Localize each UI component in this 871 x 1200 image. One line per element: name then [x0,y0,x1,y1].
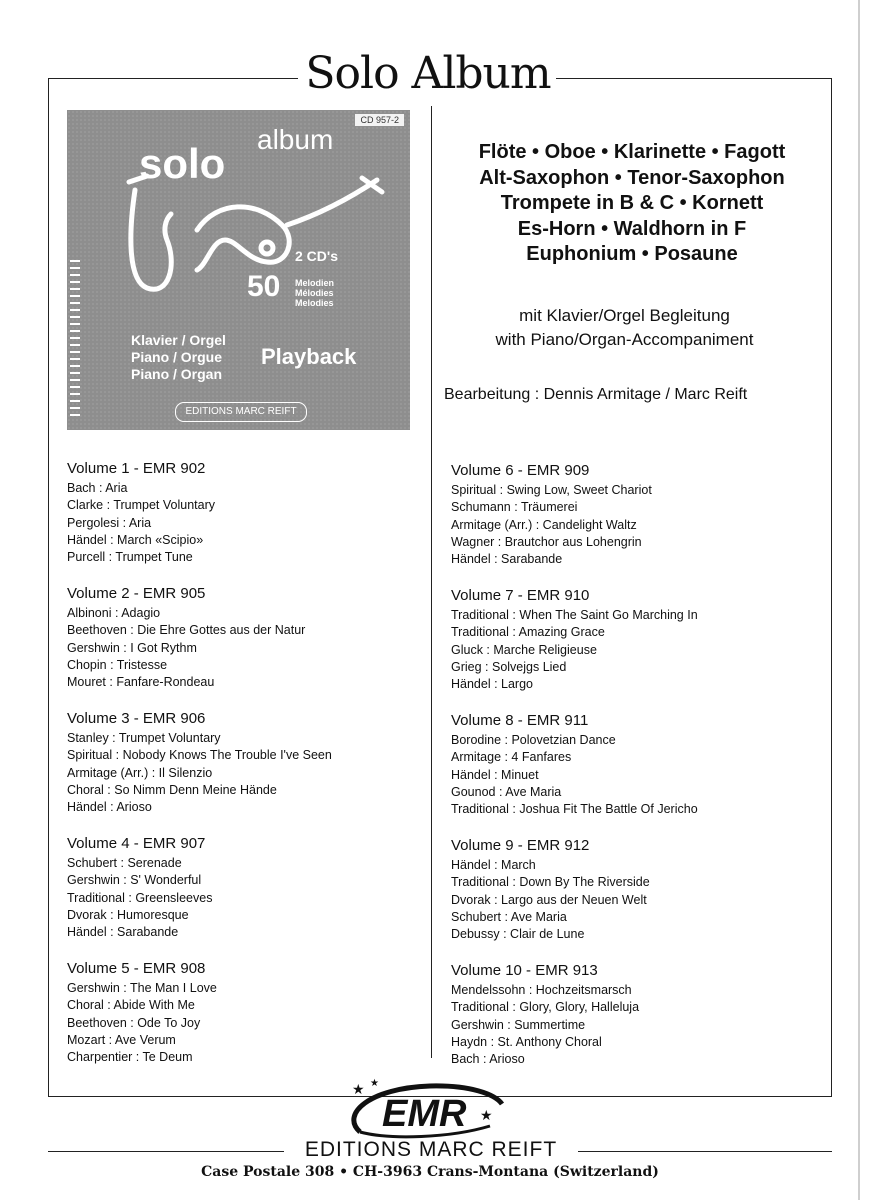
volume-block [67,835,427,960]
track-item: Bach : Aria [67,481,128,495]
track-item: Armitage : 4 Fanfares [451,750,572,765]
cover-melodies [295,278,334,308]
volume-block [451,712,826,837]
cover-line: Klavier / Orgel [131,332,226,348]
track-item: Wagner : Brautchor aus Lohengrin [451,534,642,549]
track-item: Albinoni : Adagio [67,606,161,620]
track-item: Traditional : Greensleeves [67,890,213,905]
track-item: Clarke : Trumpet Voluntary [67,498,215,513]
cd-cover-image [67,110,410,430]
volume-block [67,710,427,835]
volume-block [451,462,826,587]
publisher-address: Case Postale 308 • CH-3963 Crans-Montana (Switzerland) [201,1164,659,1180]
track-item: Beethoven : Ode To Joy [67,1015,201,1030]
accompaniment-de: mit Klavier/Orgel Begleitung [519,306,730,325]
volume-title: Volume 9 - EMR 912 [451,837,590,854]
track-item: Debussy : Clair de Lune [451,927,585,942]
track-item: Traditional : Down By The Riverside [451,875,650,890]
track-item: Purcell : Trumpet Tune [67,550,193,565]
accompaniment-en: with Piano/Organ-Accompaniment [495,330,754,349]
footer-rule-left [48,1151,284,1152]
publisher-name: EDITIONS MARC REIFT [304,1138,558,1161]
cover-album-word: album [257,124,334,155]
track-item: Grieg : Solvejgs Lied [451,659,567,674]
instrument-line: Flöte • Oboe • Klarinette • Fagott [478,141,786,163]
track-item: Chopin : Tristesse [67,657,168,672]
track-item: Händel : Arioso [67,800,152,815]
track-item: Dvorak : Humoresque [67,907,189,922]
volume-block [451,837,826,962]
volume-title: Volume 2 - EMR 905 [67,585,206,602]
track-item: Charpentier : Te Deum [67,1050,193,1065]
footer-rule-right [578,1151,832,1152]
volumes-right-column [451,462,826,1087]
track-item: Gluck : Marche Religieuse [451,642,597,657]
track-item: Dvorak : Largo aus der Neuen Welt [451,892,647,907]
track-item: Traditional : When The Saint Go Marching In [451,608,698,622]
cover-line: Piano / Organ [131,366,223,382]
track-item: Mendelssohn : Hochzeitsmarsch [451,983,632,997]
track-item: Schubert : Serenade [67,856,182,870]
volume-title: Volume 8 - EMR 911 [451,712,589,729]
track-item: Armitage (Arr.) : Candelight Waltz [451,517,637,532]
arrangement-credit: Bearbeitung : Dennis Armitage / Marc Reift [444,386,748,403]
track-item: Schubert : Ave Maria [451,909,567,924]
cover-brand: EDITIONS MARC REIFT [175,402,307,422]
track-item: Händel : Largo [451,677,534,692]
volume-title: Volume 5 - EMR 908 [67,960,206,977]
cd-code: CD 957-2 [355,114,404,126]
track-item: Gershwin : The Man I Love [67,981,217,995]
track-item: Spiritual : Swing Low, Sweet Chariot [451,483,652,497]
volume-title: Volume 10 - EMR 913 [451,962,598,979]
track-item: Gershwin : Summertime [451,1017,586,1032]
track-item: Händel : Sarabande [451,552,563,567]
track-item: Händel : Minuet [451,767,539,782]
track-item: Spiritual : Nobody Knows The Trouble I've Seen [67,748,332,763]
track-item: Mouret : Fanfare-Rondeau [67,675,215,690]
accompaniment-text [432,304,817,352]
cover-solo-word: solo [139,140,226,187]
track-item: Mozart : Ave Verum [67,1032,176,1047]
track-item: Traditional : Amazing Grace [451,625,605,640]
volume-block [67,585,427,710]
volume-title: Volume 3 - EMR 906 [67,710,206,727]
track-item: Gershwin : I Got Rythm [67,640,197,655]
volumes-left-column [67,460,427,1085]
track-item: Schumann : Träumerei [451,500,578,515]
track-item: Händel : March [451,858,536,872]
instrument-list [432,140,832,268]
track-item: Pergolesi : Aria [67,515,152,530]
cover-melodies-fr: Mélodies [295,288,334,298]
track-item: Armitage (Arr.) : Il Silenzio [67,765,213,780]
cover-melodies-count: 50 [247,270,281,303]
volume-block [451,587,826,712]
track-item: Bach : Arioso [451,1052,525,1067]
track-item: Haydn : St. Anthony Choral [451,1034,602,1049]
track-item: Händel : March «Scipio» [67,532,204,547]
svg-text:★: ★ [352,1082,365,1098]
cover-cds: 2 CD's [295,248,339,264]
emr-logo-text: EMR [382,1093,467,1135]
track-item: Traditional : Glory, Glory, Halleluja [451,1000,640,1015]
emr-logo [330,1074,515,1144]
track-item: Traditional : Joshua Fit The Battle Of Jericho [451,802,698,817]
cover-playback: Playback [261,344,357,369]
svg-text:★: ★ [370,1078,379,1089]
track-item: Choral : So Nimm Denn Meine Hände [67,782,277,797]
cover-line: Piano / Orgue [131,349,223,365]
cover-melodies-de: Melodien [295,278,335,288]
track-item: Gounod : Ave Maria [451,784,562,799]
instrument-line: Trompete in B & C • Kornett [500,192,764,214]
instrument-line: Es-Horn • Waldhorn in F [517,217,747,240]
instrument-line: Alt-Saxophon • Tenor-Saxophon [479,166,785,189]
volume-title: Volume 7 - EMR 910 [451,587,590,604]
cover-keyboard-lines [131,332,226,383]
track-item: Stanley : Trumpet Voluntary [67,731,221,745]
instrument-line: Euphonium • Posaune [526,243,738,265]
volume-block [67,960,427,1085]
volume-block [451,962,826,1087]
track-item: Beethoven : Die Ehre Gottes aus der Natur [67,623,306,638]
track-item: Borodine : Polovetzian Dance [451,733,616,747]
track-item: Gershwin : S' Wonderful [67,873,202,888]
track-item: Händel : Sarabande [67,925,179,940]
svg-text:★: ★ [480,1108,493,1124]
page-title: Solo Album [305,48,551,99]
volume-title: Volume 4 - EMR 907 [67,835,206,852]
volume-block [67,460,427,585]
volume-title: Volume 6 - EMR 909 [451,462,590,479]
spiral-binding-icon [70,260,80,420]
volume-title: Volume 1 - EMR 902 [67,460,206,477]
cover-melodies-en: Melodies [295,298,334,308]
track-item: Choral : Abide With Me [67,998,195,1013]
